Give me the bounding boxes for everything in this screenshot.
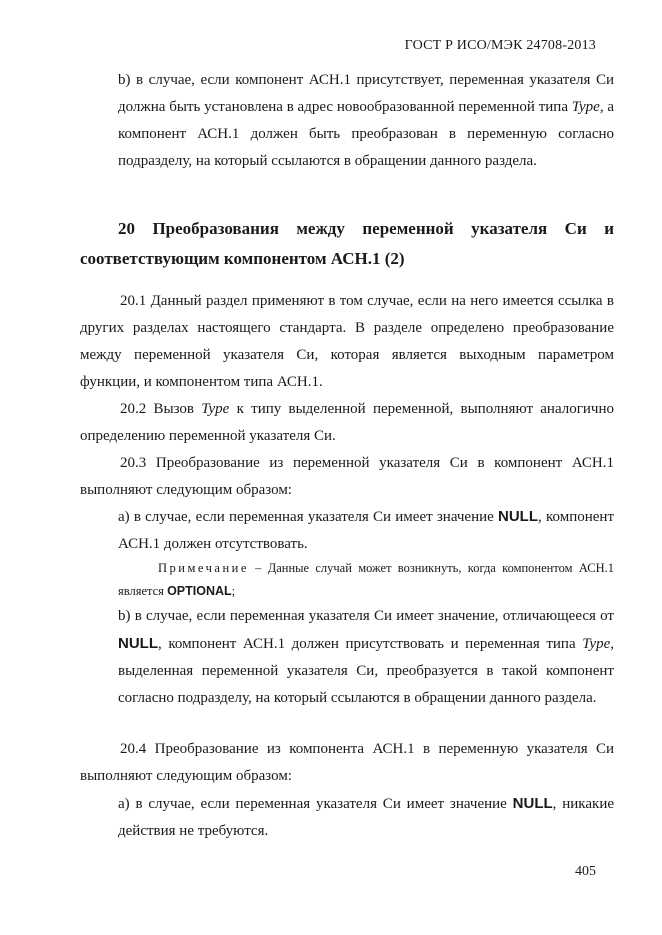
paragraph-20-3: 20.3 Преобразование из переменной указателя Си в компонент АСН.1 выполняют следующим образом: bbox=[80, 455, 614, 498]
type-word: Type bbox=[201, 401, 230, 417]
p20-3-b-text-3: , выделенная переменной указателя Си, преобразуется в такой компонент согласно подразделу, на который ссылаются в обращении данного раздела. bbox=[118, 636, 614, 706]
p20-3-a-text-1: а) в случае, если переменная указателя Си имеет значение bbox=[118, 509, 499, 525]
optional-keyword: OPTIONAL bbox=[167, 584, 232, 598]
item-20-3-b bbox=[118, 603, 614, 712]
paragraph-20-1: 20.1 Данный раздел применяют в том случае, если на него имеется ссылка в других разделах настоящего стандарта. В разделе определено преобразование между переменной указателя Си, которая является выходным параметром функции, и компонентом типа АСН.1. bbox=[80, 293, 614, 390]
null-keyword: NULL bbox=[118, 635, 158, 652]
item-b-text-1: b) в случае, если компонент АСН.1 присутствует, переменная указателя Си должна быть установлена в адрес новообразованной переменной типа bbox=[118, 72, 614, 115]
page-number: 405 bbox=[575, 864, 596, 879]
note-text-2: ; bbox=[231, 584, 236, 598]
p20-3-b-text-2: , компонент АСН.1 должен присутствовать и переменная типа bbox=[158, 636, 583, 652]
note-label: Примечание bbox=[158, 561, 249, 575]
document-header: ГОСТ Р ИСО/МЭК 24708-2013 bbox=[404, 38, 596, 53]
section-heading: 20 Преобразования между переменной указателя Си и соответствующим компонентом АСН.1 (2) bbox=[80, 219, 614, 268]
paragraph-20-4: 20.4 Преобразование из компонента АСН.1 в переменную указателя Си выполняют следующим образом: bbox=[80, 741, 614, 784]
p20-4-a-text-1: а) в случае, если переменная указателя Си имеет значение bbox=[118, 796, 513, 812]
null-keyword: NULL bbox=[512, 795, 553, 812]
note-text-1: – Данные случай может возникнуть, когда компонентом АСН.1 является bbox=[118, 561, 614, 598]
paragraph-20-4-block bbox=[80, 736, 614, 790]
item-b-top bbox=[118, 67, 614, 175]
body-text bbox=[80, 288, 614, 504]
type-word: Type bbox=[582, 636, 611, 652]
p20-3-b-text-1: b) в случае, если переменная указателя Си имеет значение, отличающееся от bbox=[118, 608, 614, 624]
p20-2-text-2: к типу выделенной переменной, выполняют аналогично определению переменной указателя Си. bbox=[80, 401, 614, 444]
paragraph-20-2 bbox=[80, 396, 614, 450]
type-word: Type bbox=[571, 99, 600, 115]
p20-3-a-text-2: , компонент АСН.1 должен отсутствовать. bbox=[118, 509, 614, 552]
item-b-text-2: , а компонент АСН.1 должен быть преобразован в переменную согласно подразделу, на который ссылаются в обращении данного раздела. bbox=[118, 99, 614, 169]
p20-4-a-text-2: , никакие действия не требуются. bbox=[118, 796, 615, 839]
p20-2-text-1: 20.2 Вызов bbox=[120, 401, 202, 417]
item-20-3-a bbox=[118, 503, 614, 558]
null-keyword: NULL bbox=[498, 508, 539, 525]
item-20-4-a bbox=[118, 790, 614, 845]
note-block bbox=[118, 557, 614, 603]
